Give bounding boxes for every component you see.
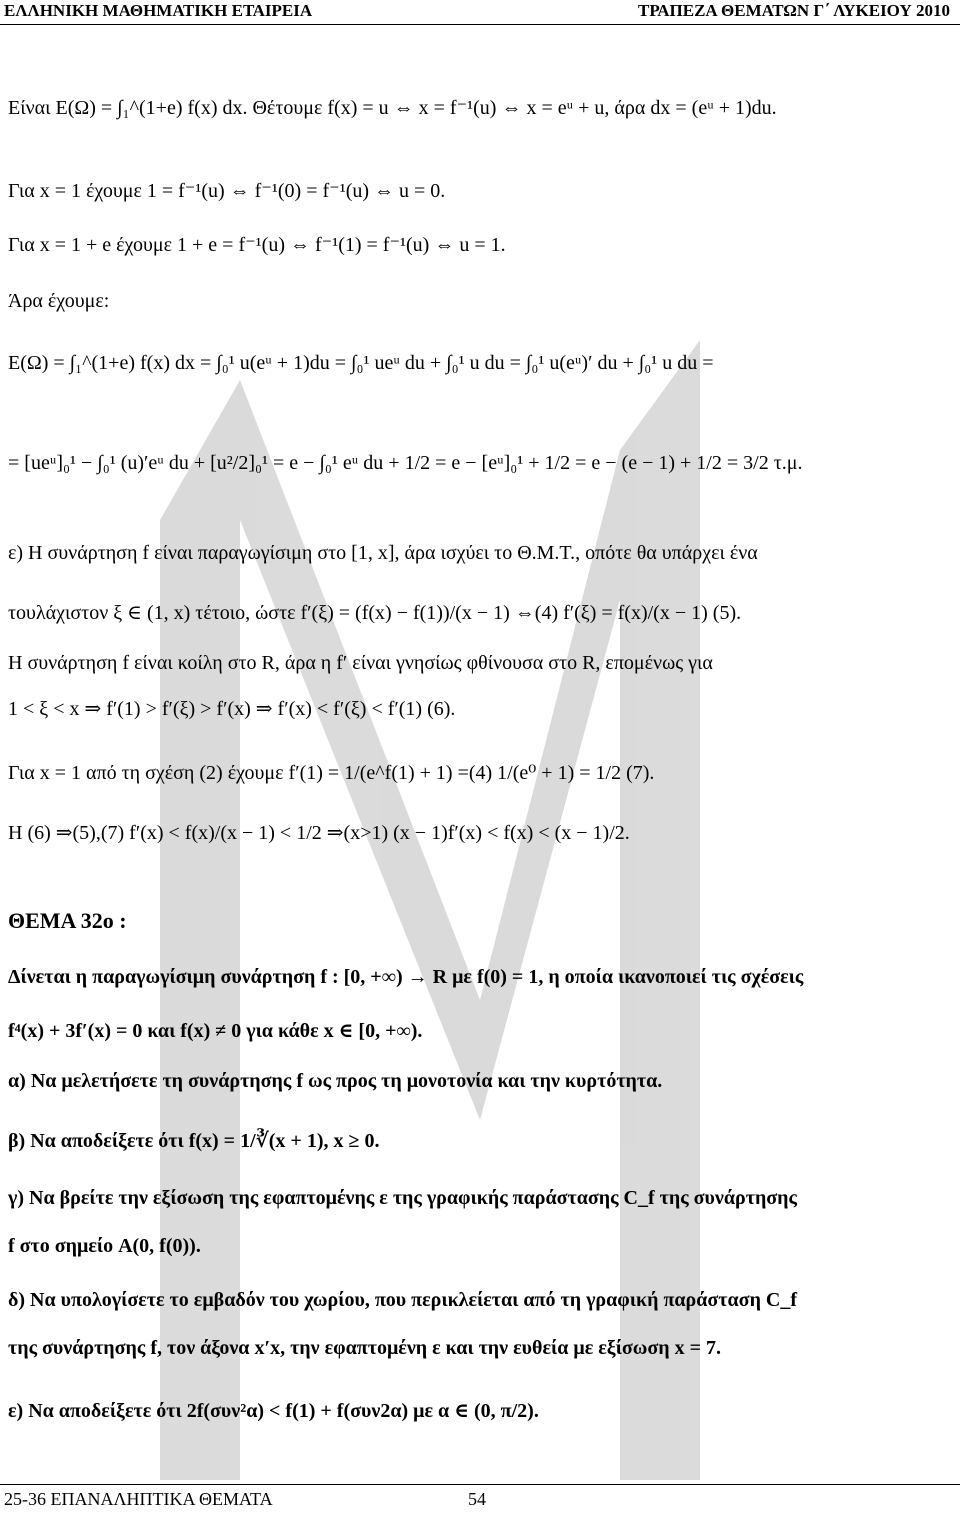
part-e-line-3: Η συνάρτηση f είναι κοίλη στο R, άρα η f′ είναι γνησίως φθίνουσα στο R, επομένως για [8, 652, 713, 674]
question-c-line-1: γ) Να βρείτε την εξίσωση της εφαπτομένης ε της γραφικής παράστασης C_f της συνάρτησης [8, 1187, 797, 1209]
solution-line-1: Είναι E(Ω) = ∫₁^(1+e) f(x) dx. Θέτουμε f(x) = u ⇔ x = f⁻¹(u) ⇔ x = eᵘ + u, άρα dx = (eᵘ + 1)du. [8, 97, 777, 119]
question-d-line-1: δ) Να υπολογίσετε το εμβαδόν του χωρίου, που περικλείεται από τη γραφική παράσταση C_f [8, 1289, 798, 1311]
part-e-line-6: Η (6) ⇒(5),(7) f′(x) < f(x)/(x − 1) < 1/2 ⇒(x>1) (x − 1)f′(x) < f(x) < (x − 1)/2. [8, 822, 630, 844]
header-publisher: ΕΛΛΗΝΙΚΗ ΜΑΘΗΜΑΤΙΚΗ ΕΤΑΙΡΕΙΑ [4, 1, 313, 20]
question-b: β) Να αποδείξετε ότι f(x) = 1/∛(x + 1), x ≥ 0. [8, 1130, 380, 1152]
page-number: 54 [468, 1489, 486, 1509]
header-series-title: ΤΡΑΠΕΖΑ ΘΕΜΑΤΩΝ Γ΄ ΛΥΚΕΙΟΥ 2010 [638, 1, 950, 20]
part-e-line-5: Για x = 1 από τη σχέση (2) έχουμε f′(1) = 1/(e^f(1) + 1) =(4) 1/(e⁰ + 1) = 1/2 (7). [8, 762, 655, 784]
part-e-line-2: τουλάχιστον ξ ∈ (1, x) τέτοιο, ώστε f′(ξ) = (f(x) − f(1))/(x − 1) ⇔(4) f′(ξ) = f(x)/(x − 1) (5). [8, 602, 742, 624]
question-c-line-2: f στο σημείο A(0, f(0)). [8, 1235, 201, 1257]
footer-rule [0, 1484, 960, 1485]
question-d-line-2: της συνάρτησης f, τον άξονα x′x, την εφαπτομένη ε και την ευθεία με εξίσωση x = 7. [8, 1337, 722, 1359]
solution-line-4: Άρα έχουμε: [8, 290, 110, 312]
theme-given-2: f⁴(x) + 3f′(x) = 0 και f(x) ≠ 0 για κάθε x ∈ [0, +∞). [8, 1020, 423, 1042]
part-e-line-4: 1 < ξ < x ⇒ f′(1) > f′(ξ) > f′(x) ⇒ f′(x) < f′(ξ) < f′(1) (6). [8, 698, 456, 720]
footer-section-title: 25-36 ΕΠΑΝΑΛΗΠΤΙΚΑ ΘΕΜΑΤΑ [4, 1489, 273, 1509]
solution-integral-line-1: E(Ω) = ∫₁^(1+e) f(x) dx = ∫₀¹ u(eᵘ + 1)du = ∫₀¹ ueᵘ du + ∫₀¹ u du = ∫₀¹ u(eᵘ)′ du + ∫₀¹ u du = [8, 352, 714, 374]
theme-given-1: Δίνεται η παραγωγίσιμη συνάρτηση f : [0, +∞) → R με f(0) = 1, η οποία ικανοποιεί τις σχέσεις [8, 966, 804, 988]
question-a: α) Να μελετήσετε τη συνάρτησης f ως προς τη μονοτονία και την κυρτότητα. [8, 1070, 663, 1092]
page-header [0, 0, 960, 25]
solution-line-3: Για x = 1 + e έχουμε 1 + e = f⁻¹(u) ⇔ f⁻¹(1) = f⁻¹(u) ⇔ u = 1. [8, 234, 506, 256]
theme-title: ΘΕΜΑ 32ο : [8, 908, 127, 933]
solution-integral-line-2: = [ueᵘ]₀¹ − ∫₀¹ (u)′eᵘ du + [u²/2]₀¹ = e − ∫₀¹ eᵘ du + 1/2 = e − [eᵘ]₀¹ + 1/2 = e − (e − 1) + 1/2 = 3/2 τ.μ. [8, 452, 803, 474]
part-e-line-1: ε) Η συνάρτηση f είναι παραγωγίσιμη στο [1, x], άρα ισχύει το Θ.Μ.Τ., οπότε θα υπάρχει ένα [8, 542, 758, 564]
question-e: ε) Να αποδείξετε ότι 2f(συν²α) < f(1) + f(συν2α) με α ∈ (0, π/2). [8, 1400, 539, 1422]
solution-line-2: Για x = 1 έχουμε 1 = f⁻¹(u) ⇔ f⁻¹(0) = f⁻¹(u) ⇔ u = 0. [8, 180, 446, 202]
